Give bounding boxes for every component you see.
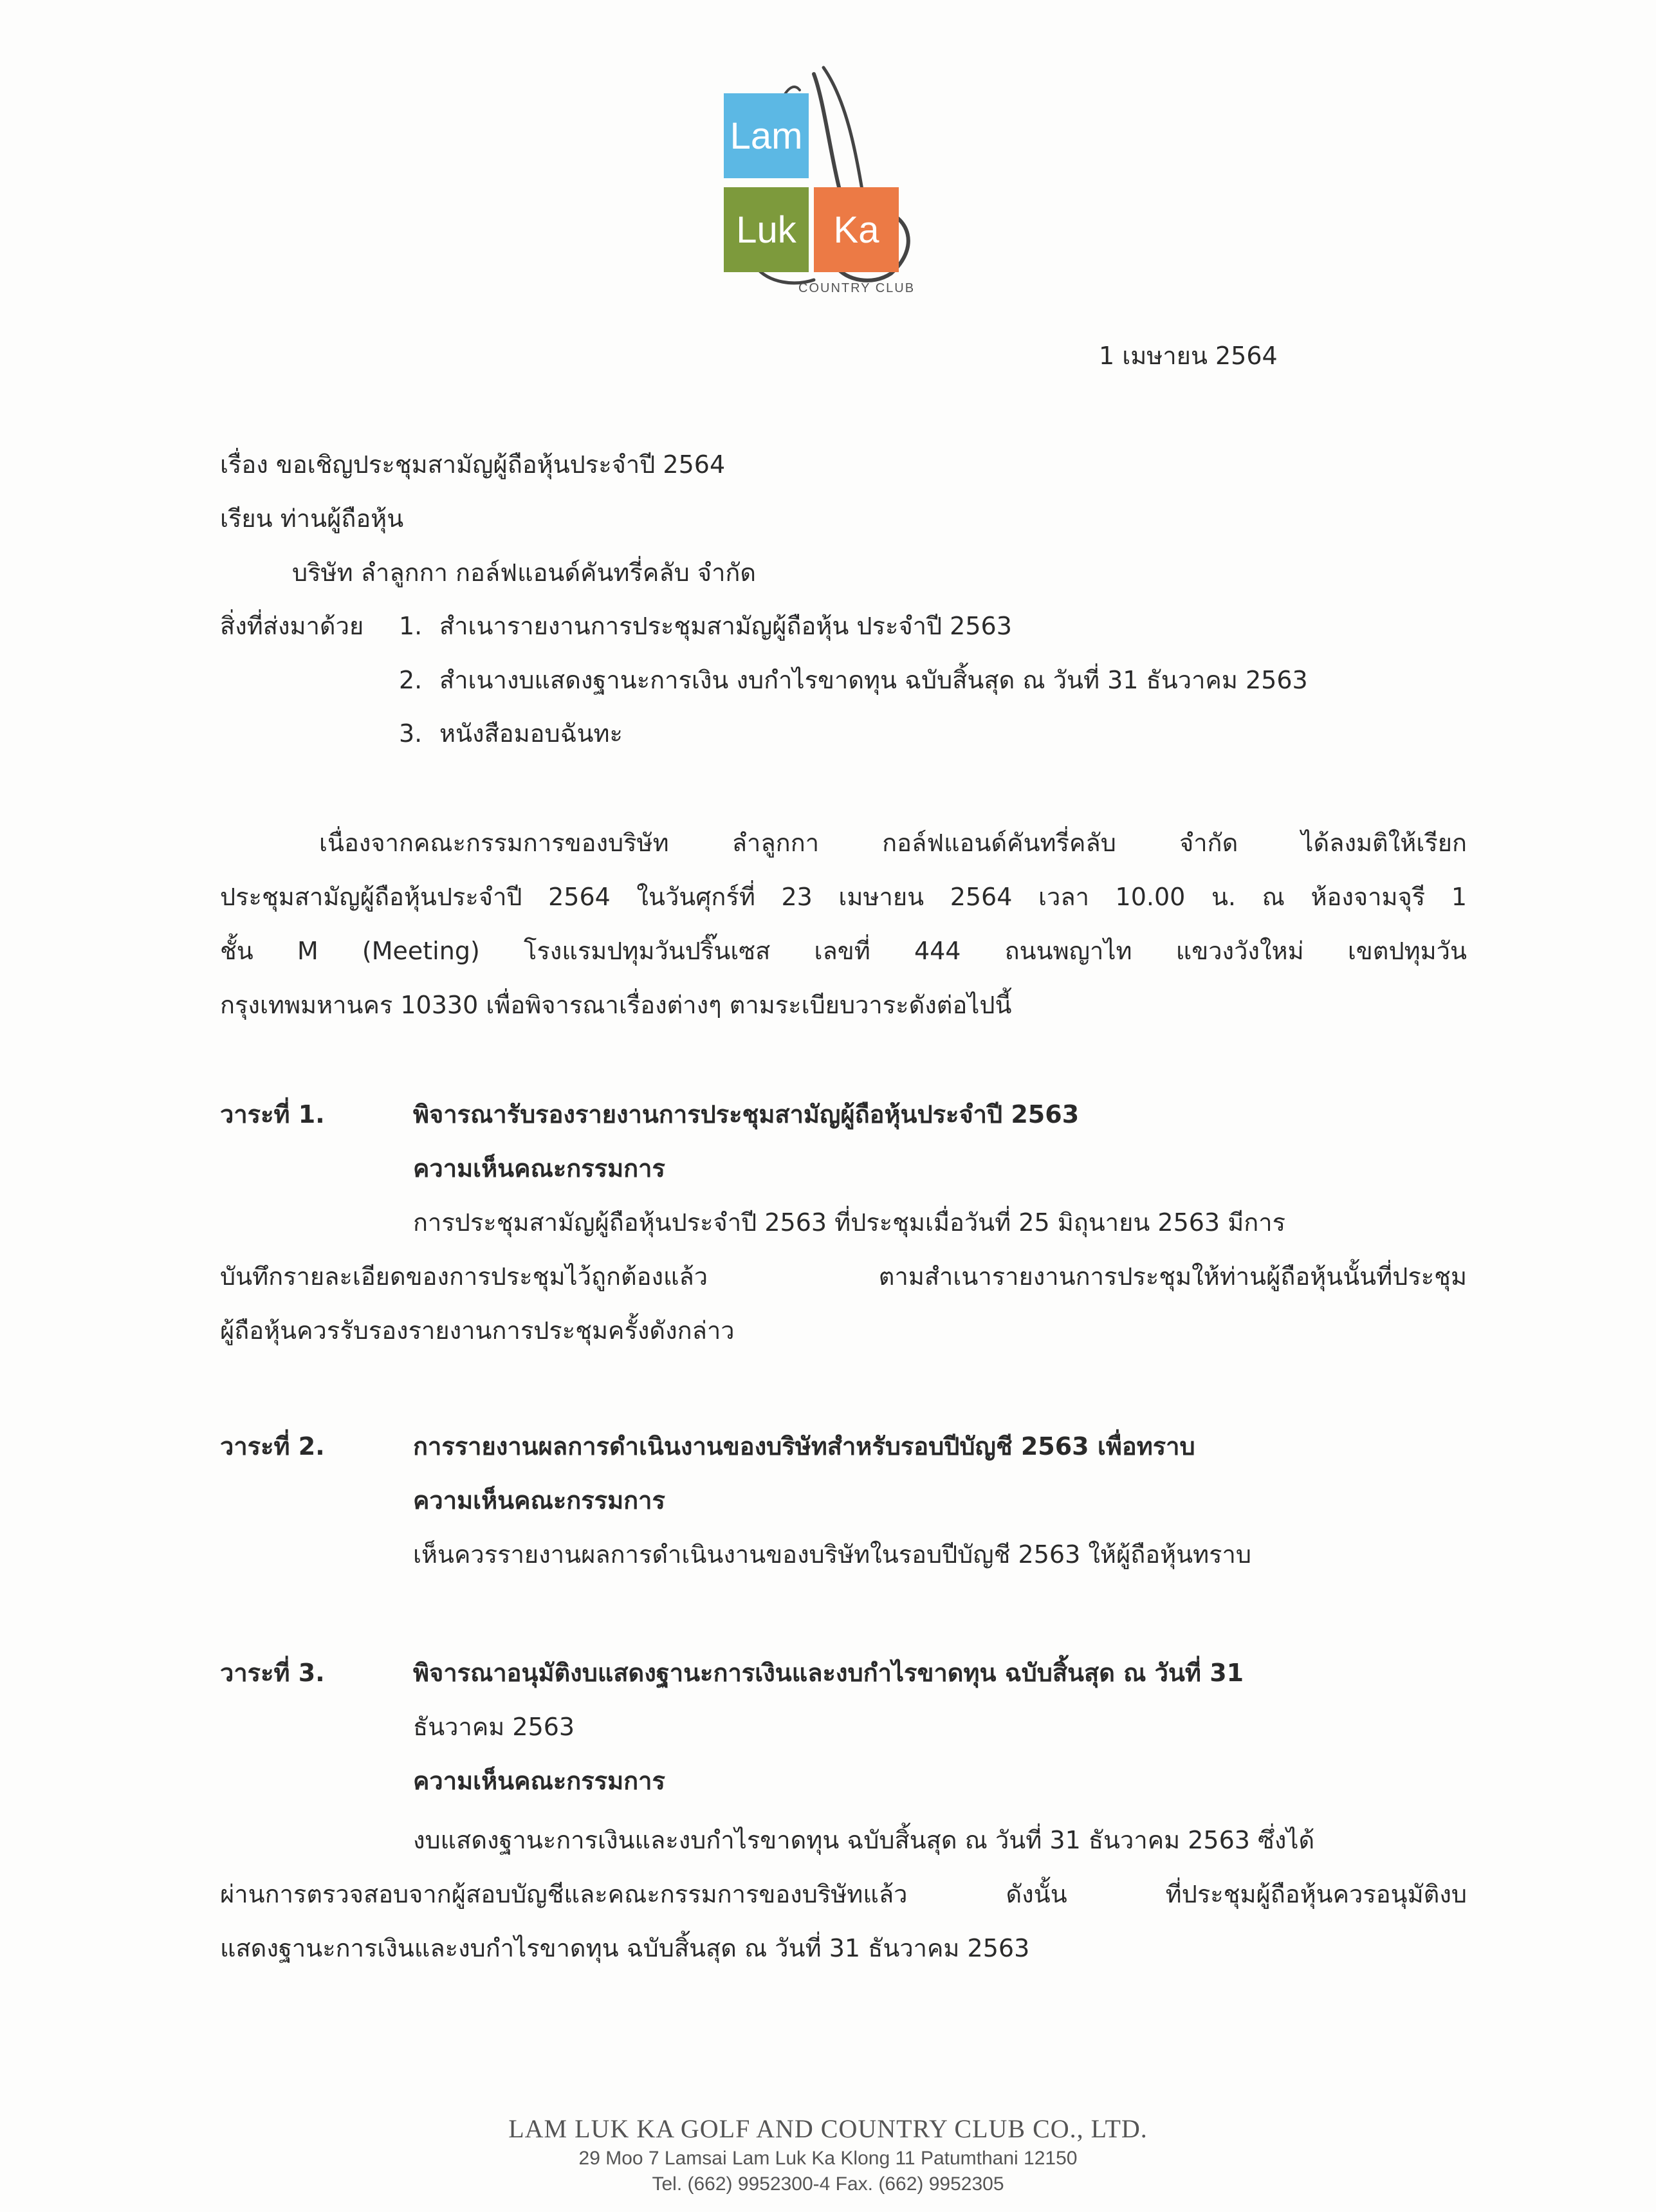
agenda-3-body-2: ผ่านการตรวจสอบจากผู้สอบบัญชีและคณะกรรมการของบริษัทแล้ว ดังนั้น ที่ประชุมผู้ถือหุ้นควรอนุมัติงบ	[220, 1880, 1467, 1908]
agenda-1-opinion-label: ความเห็นคณะกรรมการ	[413, 1154, 665, 1183]
agenda-1-label: วาระที่ 1.	[220, 1100, 325, 1129]
intro-line-1: เนื่องจากคณะกรรมการของบริษัท ลำลูกกา กอล์ฟแอนด์คันทรี่คลับ จำกัด ได้ลงมติให้เรียก	[319, 829, 1467, 857]
enclosure-item-3: หนังสือมอบฉันทะ	[439, 719, 623, 748]
footer-address: 29 Moo 7 Lamsai Lam Luk Ka Klong 11 Patumthani 12150	[578, 2148, 1078, 2169]
company-logo	[717, 61, 936, 306]
footer-company-name: LAM LUK KA GOLF AND COUNTRY CLUB CO., LTD.	[508, 2114, 1148, 2143]
agenda-2-title: การรายงานผลการดำเนินงานของบริษัทสำหรับรอบปีบัญชี 2563 เพื่อทราบ	[413, 1432, 1195, 1461]
letter-recipient-company: บริษัท ลำลูกกา กอล์ฟแอนด์คันทรี่คลับ จำกัด	[292, 558, 757, 587]
letter-date: 1 เมษายน 2564	[1099, 342, 1278, 370]
logo-ka-square	[814, 187, 899, 272]
agenda-2-opinion-label: ความเห็นคณะกรรมการ	[413, 1486, 665, 1515]
letter-subject: เรื่อง ขอเชิญประชุมสามัญผู้ถือหุ้นประจำปี 2564	[220, 450, 726, 479]
footer-phone: Tel. (662) 9952300-4 Fax. (662) 9952305	[652, 2173, 1004, 2195]
agenda-2-body-1: เห็นควรรายงานผลการดำเนินงานของบริษัทในรอบปีบัญชี 2563 ให้ผู้ถือหุ้นทราบ	[413, 1540, 1251, 1569]
enclosure-num-3: 3.	[399, 719, 423, 748]
agenda-3-label: วาระที่ 3.	[220, 1659, 325, 1687]
logo-luk-square	[724, 187, 809, 272]
enclosure-item-1: สำเนารายงานการประชุมสามัญผู้ถือหุ้น ประจำปี 2563	[439, 612, 1012, 640]
intro-line-2: ประชุมสามัญผู้ถือหุ้นประจำปี 2564 ในวันศุกร์ที่ 23 เมษายน 2564 เวลา 10.00 น. ณ ห้องจามจุรี 1	[220, 883, 1467, 911]
logo-word-luk: Luk	[736, 208, 796, 251]
logo-subtitle: COUNTRY CLUB	[798, 281, 915, 295]
agenda-3-body-1: งบแสดงฐานะการเงินและงบกำไรขาดทุน ฉบับสิ้นสุด ณ วันที่ 31 ธันวาคม 2563 ซึ่งได้	[413, 1826, 1315, 1854]
agenda-3-title: พิจารณาอนุมัติงบแสดงฐานะการเงินและงบกำไรขาดทุน ฉบับสิ้นสุด ณ วันที่ 31	[413, 1659, 1244, 1687]
agenda-3-body-3: แสดงฐานะการเงินและงบกำไรขาดทุน ฉบับสิ้นสุด ณ วันที่ 31 ธันวาคม 2563	[220, 1934, 1030, 1962]
letter-recipient: เรียน ท่านผู้ถือหุ้น	[220, 504, 404, 533]
logo-lam-square	[724, 93, 809, 178]
logo-word-lam: Lam	[730, 115, 803, 157]
enclosure-item-2: สำเนางบแสดงฐานะการเงิน งบกำไรขาดทุน ฉบับสิ้นสุด ณ วันที่ 31 ธันวาคม 2563	[439, 666, 1308, 694]
logo-word-ka: Ka	[833, 208, 879, 251]
enclosures-label: สิ่งที่ส่งมาด้วย	[220, 612, 364, 640]
agenda-1-body-3: ผู้ถือหุ้นควรรับรองรายงานการประชุมครั้งดังกล่าว	[220, 1316, 735, 1345]
enclosure-num-1: 1.	[399, 612, 423, 640]
agenda-1-title: พิจารณารับรองรายงานการประชุมสามัญผู้ถือหุ้นประจำปี 2563	[413, 1100, 1080, 1129]
enclosure-num-2: 2.	[399, 666, 423, 694]
intro-line-3: ชั้น M (Meeting) โรงแรมปทุมวันปริ๊นเซส เลขที่ 444 ถนนพญาไท แขวงวังใหม่ เขตปทุมวัน	[220, 937, 1467, 965]
agenda-3-opinion-label: ความเห็นคณะกรรมการ	[413, 1767, 665, 1795]
agenda-3-title-cont: ธันวาคม 2563	[413, 1713, 575, 1741]
agenda-1-body-2: บันทึกรายละเอียดของการประชุมไว้ถูกต้องแล้ว ตามสำเนารายงานการประชุมให้ท่านผู้ถือหุ้นนั้นที่ประชุม	[220, 1262, 1467, 1291]
intro-line-4: กรุงเทพมหานคร 10330 เพื่อพิจารณาเรื่องต่างๆ ตามระเบียบวาระดังต่อไปนี้	[220, 991, 1012, 1019]
agenda-1-body-1: การประชุมสามัญผู้ถือหุ้นประจำปี 2563 ที่ประชุมเมื่อวันที่ 25 มิถุนายน 2563 มีการ	[413, 1208, 1285, 1237]
agenda-2-label: วาระที่ 2.	[220, 1432, 325, 1461]
